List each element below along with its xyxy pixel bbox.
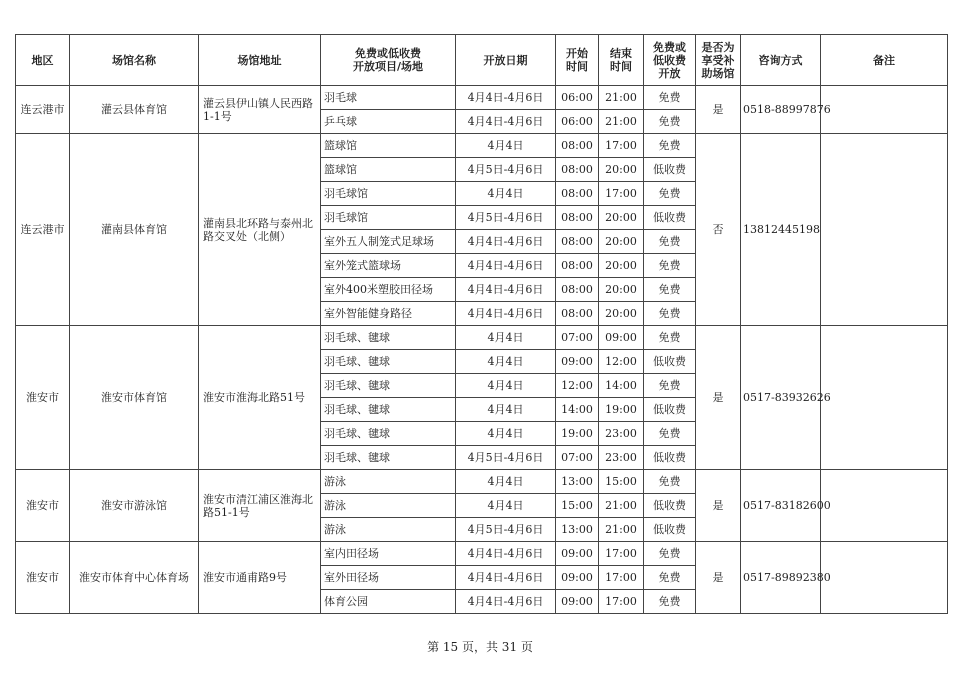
- contact-cell: 0517-83182600: [741, 470, 821, 542]
- end-time-cell: 23:00: [599, 446, 644, 470]
- fee-type-cell: 低收费: [644, 494, 696, 518]
- end-time-cell: 21:00: [599, 518, 644, 542]
- open-date-cell: 4月4日-4月6日: [456, 590, 556, 614]
- contact-cell: 13812445198: [741, 134, 821, 326]
- start-time-cell: 06:00: [556, 110, 599, 134]
- start-time-cell: 09:00: [556, 590, 599, 614]
- open-item-cell: 室外智能健身路径: [321, 302, 456, 326]
- open-date-cell: 4月4日: [456, 398, 556, 422]
- end-time-cell: 17:00: [599, 134, 644, 158]
- subsidized-cell: 是: [696, 86, 741, 134]
- open-date-cell: 4月4日: [456, 182, 556, 206]
- fee-type-cell: 免费: [644, 542, 696, 566]
- note-cell: [821, 542, 948, 614]
- fee-type-cell: 免费: [644, 302, 696, 326]
- end-time-cell: 21:00: [599, 110, 644, 134]
- start-time-cell: 14:00: [556, 398, 599, 422]
- open-item-cell: 游泳: [321, 518, 456, 542]
- fee-type-cell: 免费: [644, 590, 696, 614]
- table-row: [16, 542, 948, 566]
- region-cell: 淮安市: [16, 542, 70, 614]
- end-time-cell: 09:00: [599, 326, 644, 350]
- contact-cell: 0517-89892380: [741, 542, 821, 614]
- table-row: [16, 470, 948, 494]
- open-item-cell: 室内田径场: [321, 542, 456, 566]
- header-contact: 咨询方式: [741, 35, 821, 86]
- open-item-cell: 游泳: [321, 470, 456, 494]
- start-time-cell: 08:00: [556, 134, 599, 158]
- open-date-cell: 4月4日-4月6日: [456, 230, 556, 254]
- start-time-cell: 09:00: [556, 350, 599, 374]
- end-time-cell: 20:00: [599, 206, 644, 230]
- venue-name-cell: 淮安市体育中心体育场: [70, 542, 199, 614]
- region-cell: 淮安市: [16, 470, 70, 542]
- open-date-cell: 4月4日: [456, 494, 556, 518]
- fee-type-cell: 低收费: [644, 158, 696, 182]
- open-date-cell: 4月4日-4月6日: [456, 86, 556, 110]
- fee-type-cell: 免费: [644, 182, 696, 206]
- open-item-cell: 羽毛球: [321, 86, 456, 110]
- open-item-cell: 篮球馆: [321, 158, 456, 182]
- header-subsidized: 是否为 享受补 助场馆: [696, 35, 741, 86]
- fee-type-cell: 低收费: [644, 350, 696, 374]
- header-fee-type: 免费或 低收费 开放: [644, 35, 696, 86]
- end-time-cell: 21:00: [599, 86, 644, 110]
- fee-type-cell: 免费: [644, 278, 696, 302]
- fee-type-cell: 免费: [644, 326, 696, 350]
- venue-address-cell: 灌云县伊山镇人民西路1-1号: [199, 86, 321, 134]
- end-time-cell: 20:00: [599, 254, 644, 278]
- start-time-cell: 13:00: [556, 518, 599, 542]
- contact-cell: 0518-88997876: [741, 86, 821, 134]
- open-date-cell: 4月4日: [456, 422, 556, 446]
- open-item-cell: 体育公园: [321, 590, 456, 614]
- start-time-cell: 07:00: [556, 326, 599, 350]
- open-date-cell: 4月5日-4月6日: [456, 158, 556, 182]
- open-item-cell: 游泳: [321, 494, 456, 518]
- open-date-cell: 4月4日-4月6日: [456, 254, 556, 278]
- table-row: [16, 86, 948, 110]
- subsidized-cell: 是: [696, 326, 741, 470]
- start-time-cell: 19:00: [556, 422, 599, 446]
- header-row: [16, 35, 948, 86]
- start-time-cell: 08:00: [556, 182, 599, 206]
- note-cell: [821, 326, 948, 470]
- open-item-cell: 羽毛球、毽球: [321, 422, 456, 446]
- start-time-cell: 06:00: [556, 86, 599, 110]
- open-date-cell: 4月4日-4月6日: [456, 566, 556, 590]
- open-date-cell: 4月4日: [456, 470, 556, 494]
- fee-type-cell: 免费: [644, 254, 696, 278]
- contact-cell: 0517-83932626: [741, 326, 821, 470]
- end-time-cell: 17:00: [599, 542, 644, 566]
- open-date-cell: 4月4日-4月6日: [456, 110, 556, 134]
- open-date-cell: 4月5日-4月6日: [456, 446, 556, 470]
- fee-type-cell: 低收费: [644, 518, 696, 542]
- venue-name-cell: 淮安市游泳馆: [70, 470, 199, 542]
- venue-name-cell: 淮安市体育馆: [70, 326, 199, 470]
- end-time-cell: 17:00: [599, 182, 644, 206]
- table-body: [16, 86, 948, 614]
- venue-name-cell: 灌云县体育馆: [70, 86, 199, 134]
- start-time-cell: 08:00: [556, 206, 599, 230]
- end-time-cell: 19:00: [599, 398, 644, 422]
- open-date-cell: 4月5日-4月6日: [456, 206, 556, 230]
- venue-table: [15, 34, 948, 614]
- open-date-cell: 4月4日: [456, 350, 556, 374]
- end-time-cell: 12:00: [599, 350, 644, 374]
- subsidized-cell: 否: [696, 134, 741, 326]
- open-item-cell: 羽毛球、毽球: [321, 350, 456, 374]
- open-date-cell: 4月4日-4月6日: [456, 542, 556, 566]
- fee-type-cell: 低收费: [644, 446, 696, 470]
- open-date-cell: 4月4日: [456, 374, 556, 398]
- end-time-cell: 15:00: [599, 470, 644, 494]
- header-note: 备注: [821, 35, 948, 86]
- venue-address-cell: 淮安市淮海北路51号: [199, 326, 321, 470]
- end-time-cell: 17:00: [599, 566, 644, 590]
- open-item-cell: 室外五人制笼式足球场: [321, 230, 456, 254]
- open-date-cell: 4月4日: [456, 134, 556, 158]
- subsidized-cell: 是: [696, 470, 741, 542]
- open-item-cell: 羽毛球、毽球: [321, 398, 456, 422]
- fee-type-cell: 低收费: [644, 398, 696, 422]
- subsidized-cell: 是: [696, 542, 741, 614]
- start-time-cell: 09:00: [556, 542, 599, 566]
- header-open-date: 开放日期: [456, 35, 556, 86]
- fee-type-cell: 免费: [644, 566, 696, 590]
- region-cell: 淮安市: [16, 326, 70, 470]
- open-date-cell: 4月5日-4月6日: [456, 518, 556, 542]
- header-start-time: 开始 时间: [556, 35, 599, 86]
- open-item-cell: 羽毛球、毽球: [321, 326, 456, 350]
- end-time-cell: 20:00: [599, 278, 644, 302]
- start-time-cell: 08:00: [556, 158, 599, 182]
- open-item-cell: 篮球馆: [321, 134, 456, 158]
- header-region: 地区: [16, 35, 70, 86]
- start-time-cell: 13:00: [556, 470, 599, 494]
- start-time-cell: 09:00: [556, 566, 599, 590]
- start-time-cell: 08:00: [556, 230, 599, 254]
- start-time-cell: 08:00: [556, 278, 599, 302]
- note-cell: [821, 470, 948, 542]
- fee-type-cell: 免费: [644, 230, 696, 254]
- fee-type-cell: 免费: [644, 422, 696, 446]
- end-time-cell: 21:00: [599, 494, 644, 518]
- open-item-cell: 室外田径场: [321, 566, 456, 590]
- fee-type-cell: 低收费: [644, 206, 696, 230]
- header-venue-name: 场馆名称: [70, 35, 199, 86]
- header-venue-address: 场馆地址: [199, 35, 321, 86]
- note-cell: [821, 86, 948, 134]
- venue-address-cell: 淮安市清江浦区淮海北路51-1号: [199, 470, 321, 542]
- region-cell: 连云港市: [16, 86, 70, 134]
- venue-address-cell: 灌南县北环路与泰州北路交叉处（北侧）: [199, 134, 321, 326]
- open-date-cell: 4月4日-4月6日: [456, 278, 556, 302]
- table-row: [16, 326, 948, 350]
- header-open-item: 免费或低收费 开放项目/场地: [321, 35, 456, 86]
- page-footer: 第 15 页，共 31 页: [427, 640, 533, 654]
- note-cell: [821, 134, 948, 326]
- fee-type-cell: 免费: [644, 110, 696, 134]
- venue-address-cell: 淮安市通甫路9号: [199, 542, 321, 614]
- venue-name-cell: 灌南县体育馆: [70, 134, 199, 326]
- end-time-cell: 20:00: [599, 302, 644, 326]
- end-time-cell: 14:00: [599, 374, 644, 398]
- fee-type-cell: 免费: [644, 470, 696, 494]
- fee-type-cell: 免费: [644, 134, 696, 158]
- open-item-cell: 羽毛球、毽球: [321, 374, 456, 398]
- open-item-cell: 羽毛球、毽球: [321, 446, 456, 470]
- start-time-cell: 08:00: [556, 254, 599, 278]
- open-item-cell: 羽毛球馆: [321, 182, 456, 206]
- end-time-cell: 23:00: [599, 422, 644, 446]
- end-time-cell: 20:00: [599, 230, 644, 254]
- open-item-cell: 羽毛球馆: [321, 206, 456, 230]
- open-date-cell: 4月4日-4月6日: [456, 302, 556, 326]
- region-cell: 连云港市: [16, 134, 70, 326]
- start-time-cell: 12:00: [556, 374, 599, 398]
- end-time-cell: 20:00: [599, 158, 644, 182]
- start-time-cell: 08:00: [556, 302, 599, 326]
- open-date-cell: 4月4日: [456, 326, 556, 350]
- table-row: [16, 134, 948, 158]
- open-item-cell: 乒乓球: [321, 110, 456, 134]
- open-item-cell: 室外400米塑胶田径场: [321, 278, 456, 302]
- start-time-cell: 07:00: [556, 446, 599, 470]
- header-end-time: 结束 时间: [599, 35, 644, 86]
- open-item-cell: 室外笼式篮球场: [321, 254, 456, 278]
- end-time-cell: 17:00: [599, 590, 644, 614]
- fee-type-cell: 免费: [644, 86, 696, 110]
- start-time-cell: 15:00: [556, 494, 599, 518]
- fee-type-cell: 免费: [644, 374, 696, 398]
